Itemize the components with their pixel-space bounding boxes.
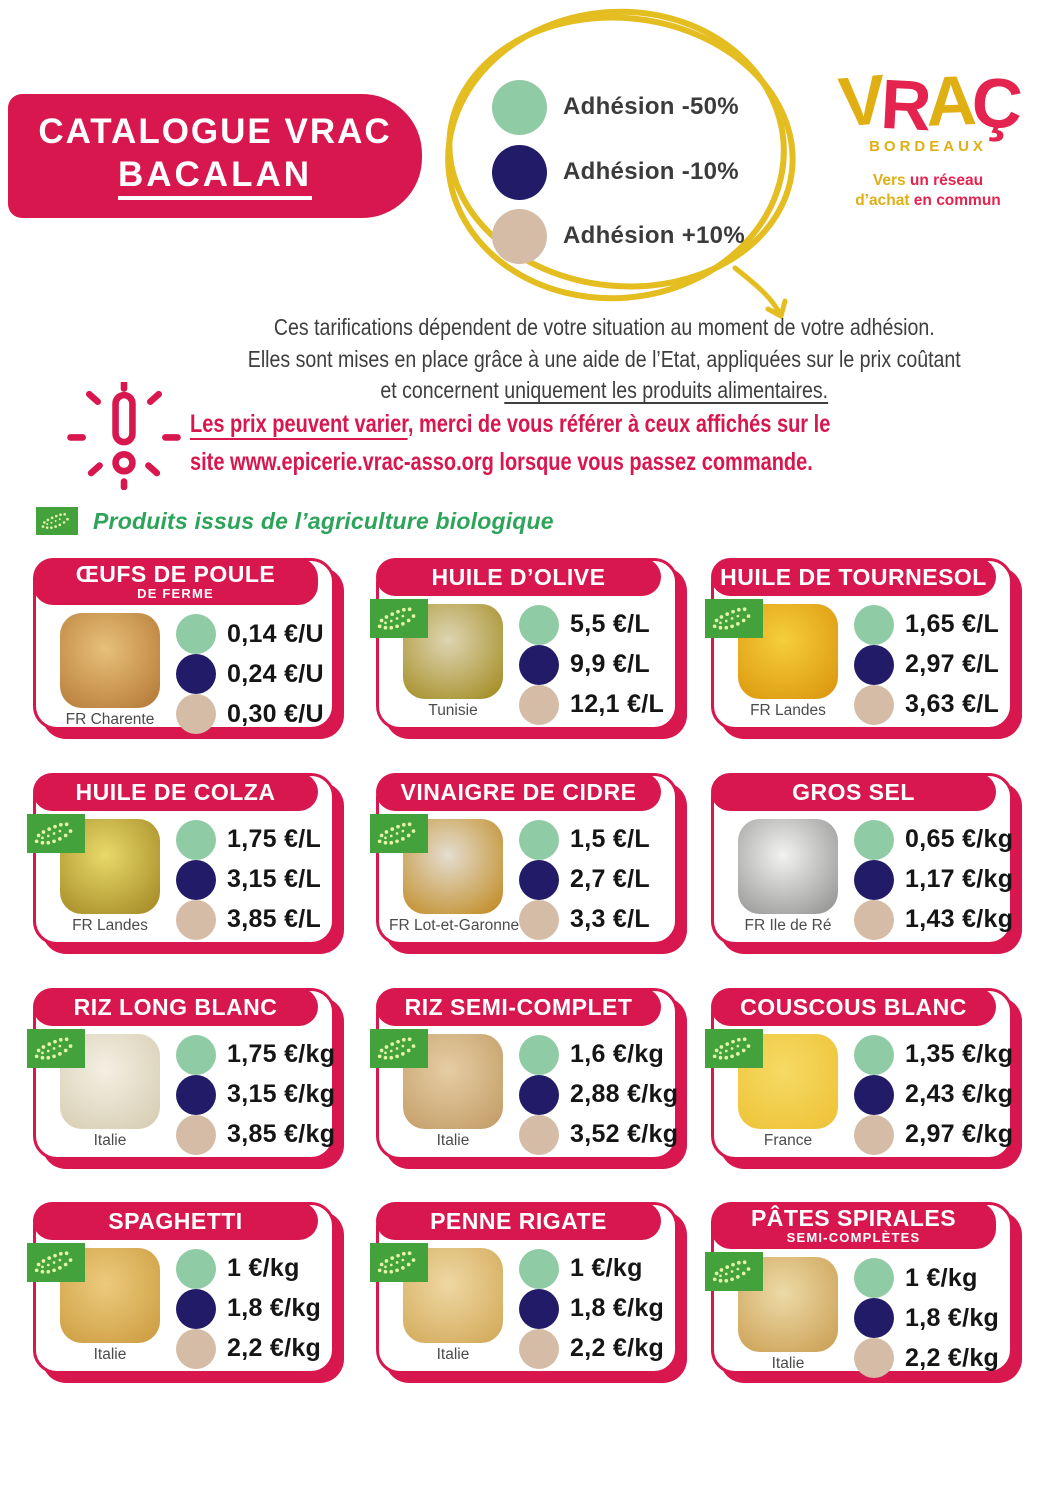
intro-line3: et concernent uniquement les produits alimentaires.	[380, 377, 829, 404]
product-subtitle: DE FERME	[137, 585, 214, 601]
intro-underlined-phrase: uniquement les produits alimentaires.	[504, 377, 829, 404]
price-value: 1,75 €/kg	[227, 1040, 336, 1069]
price-row-adhesion-minus10	[176, 1289, 326, 1329]
product-header	[376, 988, 661, 1026]
navy-tier-dot-icon	[854, 1298, 894, 1338]
price-column	[852, 601, 1004, 732]
logo-letter: R	[878, 64, 928, 146]
price-row-adhesion-minus50	[854, 1035, 1013, 1075]
navy-tier-dot-icon	[854, 645, 894, 685]
price-row-adhesion-plus10	[519, 1115, 678, 1155]
product-header	[711, 558, 996, 596]
price-value: 0,24 €/U	[227, 659, 324, 688]
product-image-column	[46, 610, 174, 741]
price-column	[174, 1031, 335, 1162]
navy-tier-dot-icon	[519, 1075, 559, 1115]
price-value: 3,85 €/L	[227, 905, 322, 934]
navy-tier-dot-icon	[519, 860, 559, 900]
price-row-adhesion-minus10	[519, 645, 669, 685]
green-tier-dot-icon	[519, 1035, 559, 1075]
product-body	[379, 596, 675, 737]
eu-organic-logo-icon	[27, 1243, 85, 1282]
green-tier-dot-icon	[176, 1249, 216, 1289]
eu-organic-logo-icon	[27, 1029, 85, 1068]
product-header	[376, 773, 661, 811]
green-tier-dot-icon	[854, 1258, 894, 1298]
product-subtitle: SEMI-COMPLÈTES	[786, 1229, 921, 1245]
product-body	[714, 596, 1010, 737]
product-body	[379, 811, 675, 952]
price-row-adhesion-minus10	[519, 1075, 678, 1115]
price-column	[174, 816, 326, 947]
product-card	[33, 988, 335, 1160]
warning-line2: site www.epicerie.vrac-asso.org lorsque vous passez commande.	[190, 447, 813, 476]
price-row-adhesion-minus50	[176, 614, 326, 654]
product-card	[376, 558, 678, 730]
product-header	[711, 773, 996, 811]
price-row-adhesion-plus10	[854, 685, 1004, 725]
tan-tier-dot-icon	[176, 900, 216, 940]
price-column	[174, 610, 326, 741]
price-column	[517, 816, 669, 947]
product-title: HUILE DE TOURNESOL	[720, 564, 987, 590]
price-value: 3,3 €/L	[570, 905, 650, 934]
product-origin: France	[763, 1131, 813, 1149]
product-title: RIZ LONG BLANC	[73, 994, 278, 1020]
price-column	[517, 1031, 678, 1162]
product-header	[376, 1202, 661, 1240]
catalogue-title-line1: CATALOGUE VRAC	[38, 111, 392, 151]
product-card	[376, 988, 678, 1160]
price-row-adhesion-plus10	[176, 1329, 326, 1369]
navy-tier-dot-icon	[176, 1075, 216, 1115]
product-body	[36, 1026, 336, 1167]
navy-tier-dot-icon	[176, 1289, 216, 1329]
product-card	[376, 773, 678, 945]
product-body	[36, 605, 332, 746]
product-origin: FR Landes	[72, 916, 148, 934]
price-row-adhesion-plus10	[519, 900, 669, 940]
price-value: 2,2 €/kg	[570, 1334, 665, 1363]
catalogue-title-line2: BACALAN	[118, 155, 312, 200]
product-card	[711, 558, 1013, 730]
eu-organic-logo-icon	[370, 1029, 428, 1068]
price-value: 1,17 €/kg	[905, 865, 1014, 894]
navy-tier-dot-icon	[854, 1075, 894, 1115]
navy-tier-dot-icon	[176, 654, 216, 694]
price-row-adhesion-minus50	[854, 820, 1013, 860]
price-value: 2,2 €/kg	[227, 1334, 322, 1363]
logo-letter: A	[924, 61, 973, 141]
price-row-adhesion-plus10	[519, 1329, 669, 1369]
eu-organic-logo-icon	[370, 599, 428, 638]
product-header	[33, 1202, 318, 1240]
price-value: 1,5 €/L	[570, 825, 650, 854]
product-body	[714, 1026, 1014, 1167]
eu-organic-logo-icon	[705, 599, 763, 638]
product-title: GROS SEL	[792, 779, 915, 805]
product-title: COUSCOUS BLANC	[740, 994, 967, 1020]
logo-city-label: BORDEAUX	[869, 138, 987, 155]
price-row-adhesion-minus50	[519, 1035, 678, 1075]
logo-tagline-part: un réseau	[909, 172, 984, 189]
price-value: 1,35 €/kg	[905, 1040, 1014, 1069]
product-title: HUILE DE COLZA	[75, 779, 276, 805]
price-row-adhesion-plus10	[176, 1115, 335, 1155]
logo-tagline-part: en commun	[913, 192, 1001, 210]
green-tier-dot-icon	[519, 605, 559, 645]
product-title: PÂTES SPIRALES	[750, 1205, 957, 1231]
price-value: 9,9 €/L	[570, 650, 650, 679]
price-value: 1,6 €/kg	[570, 1040, 665, 1069]
tan-tier-dot-icon	[854, 900, 894, 940]
price-value: 0,30 €/U	[227, 699, 324, 728]
product-body	[379, 1026, 679, 1167]
product-photo	[738, 819, 838, 914]
price-row-adhesion-plus10	[176, 694, 326, 734]
eu-organic-logo-icon	[370, 814, 428, 853]
product-body	[36, 811, 332, 952]
price-value: 2,7 €/L	[570, 865, 650, 894]
price-value: 1,8 €/kg	[227, 1294, 322, 1323]
green-tier-dot-icon	[519, 820, 559, 860]
green-tier-dot-icon	[519, 1249, 559, 1289]
price-value: 1 €/kg	[570, 1254, 643, 1283]
product-header	[711, 988, 996, 1026]
product-title: ŒUFS DE POULE	[75, 561, 276, 587]
product-card	[33, 1202, 335, 1374]
product-title: VINAIGRE DE CIDRE	[400, 779, 637, 805]
price-row-adhesion-minus10	[519, 1289, 669, 1329]
price-column	[852, 816, 1013, 947]
legend-label: Adhésion -50%	[563, 93, 739, 120]
tan-tier-dot-icon	[854, 1338, 894, 1378]
price-row-adhesion-minus50	[176, 1035, 335, 1075]
product-image-column	[724, 816, 852, 947]
price-row-adhesion-minus10	[519, 860, 669, 900]
price-value: 3,85 €/kg	[227, 1120, 336, 1149]
price-column	[517, 601, 669, 732]
price-value: 3,15 €/L	[227, 865, 322, 894]
legend-label: Adhésion +10%	[563, 222, 745, 249]
price-value: 1 €/kg	[227, 1254, 300, 1283]
product-card	[711, 1202, 1013, 1374]
product-card	[711, 773, 1013, 945]
product-header	[33, 558, 318, 605]
price-value: 1,8 €/kg	[570, 1294, 665, 1323]
price-value: 1,8 €/kg	[905, 1303, 1000, 1332]
price-row-adhesion-minus10	[854, 645, 1004, 685]
price-row-adhesion-minus50	[519, 605, 669, 645]
eu-organic-logo-icon	[27, 814, 85, 853]
price-row-adhesion-plus10	[176, 900, 326, 940]
eu-organic-logo-icon	[370, 1243, 428, 1282]
navy-tier-dot-icon	[519, 1289, 559, 1329]
tan-tier-dot-icon	[854, 1115, 894, 1155]
green-tier-dot-icon	[854, 1035, 894, 1075]
eu-organic-logo-icon	[705, 1252, 763, 1291]
price-row-adhesion-minus10	[176, 860, 326, 900]
product-card	[33, 558, 335, 730]
price-value: 5,5 €/L	[570, 610, 650, 639]
product-origin: Italie	[436, 1131, 470, 1149]
price-value: 0,65 €/kg	[905, 825, 1014, 854]
tan-tier-dot-icon	[176, 694, 216, 734]
product-origin: FR Ile de Ré	[744, 916, 832, 934]
product-origin: Italie	[93, 1131, 127, 1149]
price-column	[852, 1254, 1004, 1385]
product-header	[33, 773, 318, 811]
price-value: 1 €/kg	[905, 1263, 978, 1292]
intro-line1: Ces tarifications dépendent de votre situation au moment de votre adhésion.	[273, 314, 935, 340]
price-row-adhesion-minus50	[519, 820, 669, 860]
price-value: 1,75 €/L	[227, 825, 322, 854]
product-card	[33, 773, 335, 945]
product-header	[33, 988, 318, 1026]
product-title: SPAGHETTI	[108, 1208, 243, 1234]
logo-tagline-part: Vers	[872, 172, 910, 189]
price-row-adhesion-minus50	[854, 605, 1004, 645]
price-row-adhesion-plus10	[519, 685, 669, 725]
price-row-adhesion-minus10	[854, 1075, 1013, 1115]
price-value: 12,1 €/L	[570, 690, 665, 719]
price-column	[174, 1245, 326, 1376]
price-row-adhesion-plus10	[854, 1338, 1004, 1378]
tan-tier-dot-icon	[519, 900, 559, 940]
tan-tier-dot-icon	[176, 1329, 216, 1369]
product-title: RIZ SEMI-COMPLET	[404, 994, 633, 1020]
price-row-adhesion-minus50	[176, 1249, 326, 1289]
product-title: HUILE D’OLIVE	[431, 564, 606, 590]
product-origin: Italie	[436, 1345, 470, 1363]
price-value: 1,43 €/kg	[905, 905, 1014, 934]
product-origin: Tunisie	[428, 701, 478, 719]
price-value: 2,88 €/kg	[570, 1080, 679, 1109]
green-tier-dot-icon	[176, 614, 216, 654]
tan-tier-dot-icon	[519, 1329, 559, 1369]
navy-tier-dot-icon	[176, 860, 216, 900]
product-origin: Italie	[93, 1345, 127, 1363]
navy-tier-dot-icon	[854, 860, 894, 900]
organic-note-label: Produits issus de l’agriculture biologique	[93, 507, 554, 534]
price-row-adhesion-plus10	[854, 1115, 1013, 1155]
eu-organic-logo-icon	[705, 1029, 763, 1068]
warning-underlined-phrase: Les prix peuvent varier	[190, 410, 408, 438]
price-value: 2,97 €/kg	[905, 1120, 1014, 1149]
product-body	[36, 1240, 332, 1381]
product-body	[379, 1240, 675, 1381]
warning-line1: Les prix peuvent varier, merci de vous référer à ceux affichés sur le	[190, 410, 831, 438]
product-origin: FR Lot-et-Garonne	[389, 916, 520, 934]
price-column	[517, 1245, 669, 1376]
price-row-adhesion-minus50	[519, 1249, 669, 1289]
legend-label: Adhésion -10%	[563, 158, 739, 185]
navy-tier-dot-icon	[519, 645, 559, 685]
price-row-adhesion-minus10	[854, 1298, 1004, 1338]
product-card	[711, 988, 1013, 1160]
product-body	[714, 811, 1014, 952]
product-header	[376, 558, 661, 596]
price-row-adhesion-minus10	[854, 860, 1013, 900]
price-value: 3,15 €/kg	[227, 1080, 336, 1109]
tan-tier-dot-icon	[854, 685, 894, 725]
price-row-adhesion-minus10	[176, 654, 326, 694]
tan-tier-dot-icon	[519, 685, 559, 725]
product-origin: FR Charente	[65, 711, 155, 729]
product-body	[714, 1249, 1010, 1390]
product-origin: Italie	[771, 1355, 805, 1373]
price-row-adhesion-minus50	[854, 1258, 1004, 1298]
tan-tier-dot-icon	[519, 1115, 559, 1155]
product-title: PENNE RIGATE	[430, 1208, 607, 1234]
green-tier-dot-icon	[854, 605, 894, 645]
intro-line2: Elles sont mises en place grâce à une aide de l’Etat, appliquées sur le prix coûtant	[247, 345, 961, 372]
price-value: 3,52 €/kg	[570, 1120, 679, 1149]
price-row-adhesion-minus10	[176, 1075, 335, 1115]
price-value: 2,43 €/kg	[905, 1080, 1014, 1109]
logo-tagline-part: d’achat	[855, 192, 914, 210]
price-value: 0,14 €/U	[227, 619, 324, 648]
price-value: 1,65 €/L	[905, 610, 1000, 639]
logo-letter: Ç	[968, 62, 1020, 144]
green-tier-dot-icon	[176, 820, 216, 860]
price-row-adhesion-minus50	[176, 820, 326, 860]
product-card	[376, 1202, 678, 1374]
price-row-adhesion-plus10	[854, 900, 1013, 940]
price-value: 2,2 €/kg	[905, 1343, 1000, 1372]
price-column	[852, 1031, 1013, 1162]
price-value: 2,97 €/L	[905, 650, 1000, 679]
product-origin: FR Landes	[750, 701, 826, 719]
price-value: 3,63 €/L	[905, 690, 1000, 719]
tan-tier-dot-icon	[176, 1115, 216, 1155]
product-photo	[60, 613, 160, 708]
logo-letter: V	[835, 60, 884, 142]
green-tier-dot-icon	[176, 1035, 216, 1075]
product-header	[711, 1202, 996, 1249]
green-tier-dot-icon	[854, 820, 894, 860]
